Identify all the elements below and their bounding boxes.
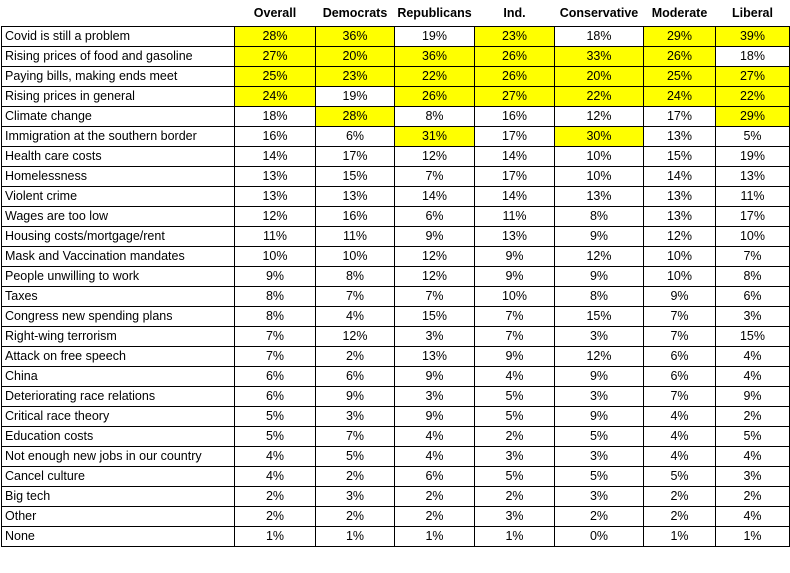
value-cell: 3% [555, 487, 644, 507]
value-cell: 2% [475, 487, 555, 507]
table-row [2, 47, 790, 67]
value-cell: 8% [316, 267, 395, 287]
value-cell: 9% [395, 367, 475, 387]
value-cell: 2% [316, 507, 395, 527]
issues-by-party-table [1, 0, 790, 547]
value-cell: 12% [395, 247, 475, 267]
value-cell: 12% [555, 347, 644, 367]
value-cell: 2% [316, 467, 395, 487]
value-cell: 2% [475, 427, 555, 447]
highlighted-value-cell: 23% [475, 27, 555, 47]
value-cell: 7% [316, 427, 395, 447]
value-cell: 8% [716, 267, 790, 287]
value-cell: 7% [395, 167, 475, 187]
highlighted-value-cell: 30% [555, 127, 644, 147]
table-row [2, 107, 790, 127]
highlighted-value-cell: 22% [395, 67, 475, 87]
value-cell: 10% [555, 167, 644, 187]
highlighted-value-cell: 22% [555, 87, 644, 107]
value-cell: 5% [644, 467, 716, 487]
value-cell: 13% [644, 127, 716, 147]
row-label: Right-wing terrorism [2, 327, 235, 347]
value-cell: 13% [475, 227, 555, 247]
highlighted-value-cell: 20% [316, 47, 395, 67]
value-cell: 1% [235, 527, 316, 547]
table-row [2, 367, 790, 387]
value-cell: 9% [475, 347, 555, 367]
value-cell: 7% [475, 307, 555, 327]
value-cell: 9% [644, 287, 716, 307]
value-cell: 1% [644, 527, 716, 547]
value-cell: 7% [475, 327, 555, 347]
value-cell: 10% [644, 267, 716, 287]
value-cell: 6% [716, 287, 790, 307]
row-label: Congress new spending plans [2, 307, 235, 327]
value-cell: 18% [716, 47, 790, 67]
value-cell: 9% [395, 407, 475, 427]
value-cell: 14% [475, 147, 555, 167]
value-cell: 3% [555, 447, 644, 467]
value-cell: 2% [395, 487, 475, 507]
value-cell: 7% [644, 307, 716, 327]
value-cell: 5% [475, 407, 555, 427]
corner-cell [2, 0, 235, 27]
value-cell: 11% [716, 187, 790, 207]
value-cell: 12% [395, 267, 475, 287]
highlighted-value-cell: 27% [716, 67, 790, 87]
value-cell: 1% [316, 527, 395, 547]
value-cell: 9% [316, 387, 395, 407]
row-label: Deteriorating race relations [2, 387, 235, 407]
value-cell: 5% [235, 407, 316, 427]
table-row [2, 467, 790, 487]
value-cell: 7% [235, 327, 316, 347]
value-cell: 8% [555, 287, 644, 307]
row-label: Climate change [2, 107, 235, 127]
header-row [2, 0, 790, 27]
value-cell: 11% [235, 227, 316, 247]
row-label: Covid is still a problem [2, 27, 235, 47]
highlighted-value-cell: 24% [235, 87, 316, 107]
value-cell: 10% [316, 247, 395, 267]
value-cell: 5% [475, 467, 555, 487]
value-cell: 4% [644, 427, 716, 447]
value-cell: 9% [555, 227, 644, 247]
highlighted-value-cell: 23% [316, 67, 395, 87]
value-cell: 3% [395, 387, 475, 407]
value-cell: 3% [316, 487, 395, 507]
value-cell: 13% [555, 187, 644, 207]
value-cell: 3% [395, 327, 475, 347]
column-header: Democrats [316, 0, 395, 27]
value-cell: 4% [235, 447, 316, 467]
value-cell: 10% [475, 287, 555, 307]
value-cell: 6% [644, 347, 716, 367]
row-label: Immigration at the southern border [2, 127, 235, 147]
value-cell: 6% [316, 367, 395, 387]
value-cell: 13% [235, 167, 316, 187]
value-cell: 9% [235, 267, 316, 287]
value-cell: 19% [316, 87, 395, 107]
highlighted-value-cell: 28% [235, 27, 316, 47]
highlighted-value-cell: 25% [235, 67, 316, 87]
value-cell: 2% [644, 487, 716, 507]
highlighted-value-cell: 27% [475, 87, 555, 107]
table-row [2, 327, 790, 347]
value-cell: 9% [716, 387, 790, 407]
value-cell: 5% [555, 467, 644, 487]
row-label: Not enough new jobs in our country [2, 447, 235, 467]
table-row [2, 447, 790, 467]
value-cell: 18% [235, 107, 316, 127]
highlighted-value-cell: 26% [644, 47, 716, 67]
value-cell: 6% [644, 367, 716, 387]
table-row [2, 347, 790, 367]
value-cell: 5% [316, 447, 395, 467]
value-cell: 3% [316, 407, 395, 427]
value-cell: 7% [395, 287, 475, 307]
value-cell: 3% [475, 447, 555, 467]
value-cell: 12% [644, 227, 716, 247]
value-cell: 12% [555, 247, 644, 267]
value-cell: 17% [316, 147, 395, 167]
value-cell: 3% [716, 467, 790, 487]
value-cell: 13% [316, 187, 395, 207]
table-row [2, 527, 790, 547]
value-cell: 11% [316, 227, 395, 247]
value-cell: 6% [395, 467, 475, 487]
value-cell: 14% [475, 187, 555, 207]
value-cell: 15% [716, 327, 790, 347]
row-label: Rising prices in general [2, 87, 235, 107]
value-cell: 8% [395, 107, 475, 127]
value-cell: 8% [555, 207, 644, 227]
highlighted-value-cell: 29% [644, 27, 716, 47]
value-cell: 4% [475, 367, 555, 387]
table-row [2, 427, 790, 447]
table-row [2, 307, 790, 327]
value-cell: 16% [316, 207, 395, 227]
value-cell: 2% [555, 507, 644, 527]
row-label: Big tech [2, 487, 235, 507]
value-cell: 19% [395, 27, 475, 47]
highlighted-value-cell: 20% [555, 67, 644, 87]
value-cell: 19% [716, 147, 790, 167]
value-cell: 0% [555, 527, 644, 547]
value-cell: 9% [395, 227, 475, 247]
table-row [2, 67, 790, 87]
value-cell: 3% [555, 387, 644, 407]
value-cell: 5% [716, 427, 790, 447]
table-row [2, 207, 790, 227]
value-cell: 6% [235, 367, 316, 387]
highlighted-value-cell: 39% [716, 27, 790, 47]
row-label: Taxes [2, 287, 235, 307]
value-cell: 10% [555, 147, 644, 167]
column-header: Conservative [555, 0, 644, 27]
value-cell: 10% [644, 247, 716, 267]
value-cell: 14% [235, 147, 316, 167]
value-cell: 2% [316, 347, 395, 367]
value-cell: 9% [555, 367, 644, 387]
value-cell: 17% [716, 207, 790, 227]
highlighted-value-cell: 28% [316, 107, 395, 127]
table-row [2, 407, 790, 427]
highlighted-value-cell: 22% [716, 87, 790, 107]
value-cell: 1% [475, 527, 555, 547]
value-cell: 15% [395, 307, 475, 327]
value-cell: 16% [235, 127, 316, 147]
table-row [2, 147, 790, 167]
value-cell: 15% [316, 167, 395, 187]
value-cell: 12% [555, 107, 644, 127]
row-label: Housing costs/mortgage/rent [2, 227, 235, 247]
highlighted-value-cell: 24% [644, 87, 716, 107]
value-cell: 7% [716, 247, 790, 267]
value-cell: 5% [716, 127, 790, 147]
value-cell: 10% [235, 247, 316, 267]
row-label: Health care costs [2, 147, 235, 167]
table-body [2, 27, 790, 547]
highlighted-value-cell: 26% [395, 87, 475, 107]
row-label: Violent crime [2, 187, 235, 207]
value-cell: 5% [235, 427, 316, 447]
table-row [2, 227, 790, 247]
value-cell: 1% [395, 527, 475, 547]
value-cell: 15% [644, 147, 716, 167]
table-row [2, 247, 790, 267]
value-cell: 7% [644, 327, 716, 347]
table-row [2, 87, 790, 107]
value-cell: 17% [644, 107, 716, 127]
row-label: Homelessness [2, 167, 235, 187]
table-row [2, 27, 790, 47]
row-label: China [2, 367, 235, 387]
row-label: Paying bills, making ends meet [2, 67, 235, 87]
value-cell: 16% [475, 107, 555, 127]
column-header: Overall [235, 0, 316, 27]
value-cell: 12% [235, 207, 316, 227]
highlighted-value-cell: 25% [644, 67, 716, 87]
row-label: Other [2, 507, 235, 527]
highlighted-value-cell: 31% [395, 127, 475, 147]
value-cell: 7% [316, 287, 395, 307]
highlighted-value-cell: 26% [475, 67, 555, 87]
value-cell: 2% [235, 487, 316, 507]
value-cell: 14% [644, 167, 716, 187]
value-cell: 4% [235, 467, 316, 487]
value-cell: 10% [716, 227, 790, 247]
value-cell: 4% [716, 367, 790, 387]
value-cell: 4% [644, 407, 716, 427]
value-cell: 14% [395, 187, 475, 207]
value-cell: 4% [716, 507, 790, 527]
highlighted-value-cell: 36% [395, 47, 475, 67]
row-label: Cancel culture [2, 467, 235, 487]
value-cell: 13% [716, 167, 790, 187]
table-row [2, 127, 790, 147]
value-cell: 2% [716, 407, 790, 427]
value-cell: 6% [235, 387, 316, 407]
value-cell: 15% [555, 307, 644, 327]
highlighted-value-cell: 36% [316, 27, 395, 47]
value-cell: 2% [716, 487, 790, 507]
value-cell: 4% [395, 447, 475, 467]
row-label: Critical race theory [2, 407, 235, 427]
value-cell: 1% [716, 527, 790, 547]
value-cell: 17% [475, 167, 555, 187]
value-cell: 9% [475, 267, 555, 287]
value-cell: 9% [555, 267, 644, 287]
column-header: Ind. [475, 0, 555, 27]
value-cell: 8% [235, 307, 316, 327]
table-row [2, 507, 790, 527]
row-label: Wages are too low [2, 207, 235, 227]
value-cell: 4% [644, 447, 716, 467]
value-cell: 4% [395, 427, 475, 447]
value-cell: 13% [235, 187, 316, 207]
value-cell: 17% [475, 127, 555, 147]
highlighted-value-cell: 27% [235, 47, 316, 67]
table-row [2, 287, 790, 307]
highlighted-value-cell: 26% [475, 47, 555, 67]
value-cell: 2% [235, 507, 316, 527]
column-header: Moderate [644, 0, 716, 27]
value-cell: 9% [555, 407, 644, 427]
value-cell: 13% [644, 207, 716, 227]
value-cell: 5% [475, 387, 555, 407]
value-cell: 3% [555, 327, 644, 347]
table-row [2, 187, 790, 207]
value-cell: 4% [316, 307, 395, 327]
value-cell: 6% [395, 207, 475, 227]
row-label: Rising prices of food and gasoline [2, 47, 235, 67]
value-cell: 6% [316, 127, 395, 147]
value-cell: 8% [235, 287, 316, 307]
value-cell: 2% [395, 507, 475, 527]
value-cell: 5% [555, 427, 644, 447]
value-cell: 4% [716, 347, 790, 367]
value-cell: 12% [316, 327, 395, 347]
value-cell: 3% [475, 507, 555, 527]
column-header: Republicans [395, 0, 475, 27]
value-cell: 11% [475, 207, 555, 227]
value-cell: 12% [395, 147, 475, 167]
value-cell: 13% [395, 347, 475, 367]
value-cell: 7% [644, 387, 716, 407]
value-cell: 4% [716, 447, 790, 467]
value-cell: 9% [475, 247, 555, 267]
column-header: Liberal [716, 0, 790, 27]
table-row [2, 487, 790, 507]
highlighted-value-cell: 33% [555, 47, 644, 67]
row-label: Education costs [2, 427, 235, 447]
row-label: Mask and Vaccination mandates [2, 247, 235, 267]
row-label: Attack on free speech [2, 347, 235, 367]
highlighted-value-cell: 29% [716, 107, 790, 127]
value-cell: 2% [644, 507, 716, 527]
value-cell: 13% [644, 187, 716, 207]
row-label: None [2, 527, 235, 547]
table-row [2, 267, 790, 287]
value-cell: 3% [716, 307, 790, 327]
value-cell: 7% [235, 347, 316, 367]
table-row [2, 387, 790, 407]
row-label: People unwilling to work [2, 267, 235, 287]
table-row [2, 167, 790, 187]
value-cell: 18% [555, 27, 644, 47]
